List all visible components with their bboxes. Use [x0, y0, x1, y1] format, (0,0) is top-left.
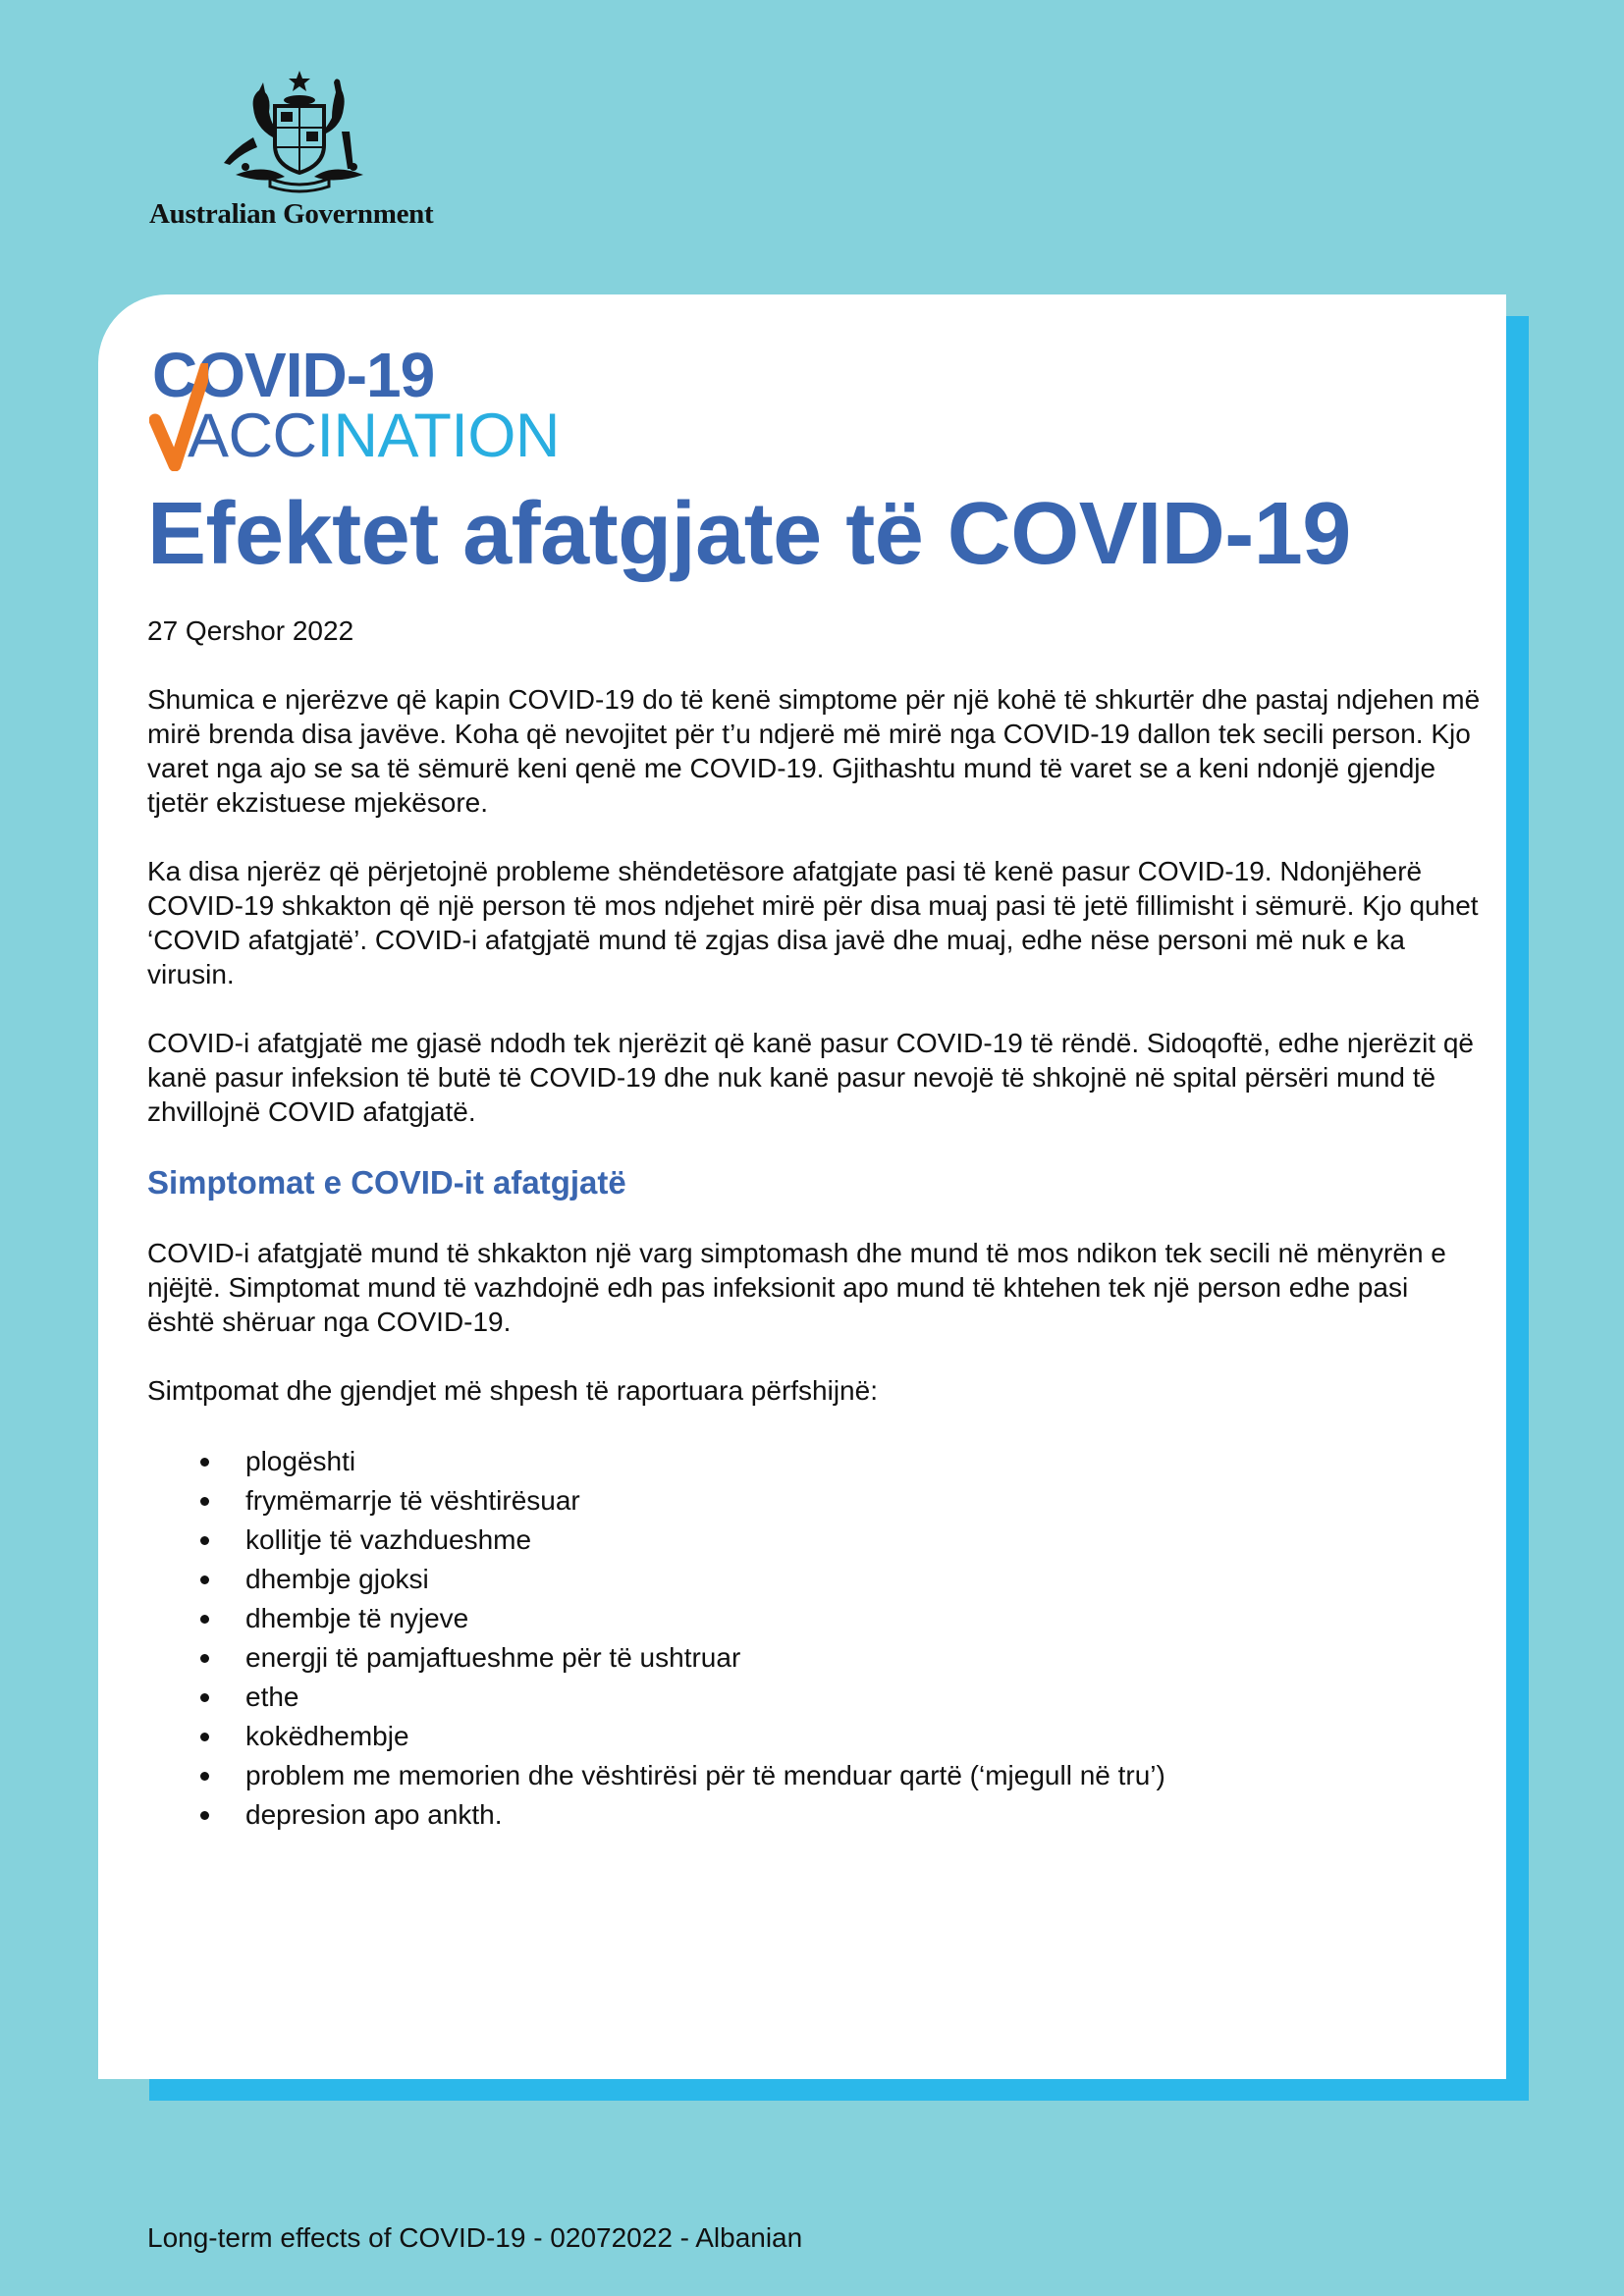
intro-paragraph-3: COVID-i afatgjatë me gjasë ndodh tek njerëzit që kanë pasur COVID-19 të rëndë. Sidoqoftë, edhe njerëzit që kanë pasur infeksion të butë të COVID-19 dhe nuk kanë pasur nevojë të shkojnë në spital përsëri mund të zhvillojnë COVID afatgjatë.	[147, 1028, 1474, 1127]
document-date: 27 Qershor 2022	[147, 615, 354, 646]
section-heading: Simptomat e COVID-it afatgjatë	[147, 1164, 626, 1201]
list-item	[147, 1756, 1483, 1795]
list-item	[147, 1521, 1483, 1560]
list-item-text: frymëmarrje të vështirësuar	[245, 1485, 580, 1516]
page-title: Efektet afatgjate të COVID-19	[147, 485, 1351, 583]
logo-accent-text: ACC	[188, 401, 317, 470]
list-item-text: plogështi	[245, 1446, 356, 1476]
bullet-icon	[200, 1575, 209, 1584]
list-item-text: problem me memorien dhe vështirësi për të menduar qartë (‘mjegull në tru’)	[245, 1760, 1165, 1790]
bullet-icon	[200, 1733, 209, 1741]
logo-line-covid: COVID-19	[152, 340, 435, 410]
list-item-text: dhembje të nyjeve	[245, 1603, 469, 1633]
list-item	[147, 1481, 1483, 1521]
bullet-icon	[200, 1693, 209, 1702]
list-item	[147, 1795, 1483, 1835]
bullet-icon	[200, 1536, 209, 1545]
intro-paragraph-2: Ka disa njerëz që përjetojnë probleme shëndetësore afatgjate pasi të kenë pasur COVID-19. Ndonjëherë COVID-19 shkakton që një person të mos ndjehet mirë për disa muaj pasi të jetë fillimisht i sëmurë. Kjo quhet ‘COVID afatgjatë’. COVID-i afatgjatë mund të zgjas disa javë dhe muaj, edhe nëse personi më nuk e ka virusin.	[147, 856, 1479, 989]
government-name: Australian Government	[149, 198, 434, 230]
bullet-icon	[200, 1811, 209, 1820]
list-item-text: ethe	[245, 1682, 299, 1712]
australian-government-logo	[147, 69, 452, 231]
list-item	[147, 1560, 1483, 1599]
logo-line-vaccination	[152, 401, 560, 470]
bullet-icon	[200, 1654, 209, 1663]
list-item	[147, 1442, 1483, 1481]
checkmark-icon	[149, 363, 208, 471]
logo-light-text: INATION	[316, 401, 560, 470]
list-item-text: energji të pamjaftueshme për të ushtruar	[245, 1642, 741, 1673]
list-item	[147, 1717, 1483, 1756]
list-item-text: kollitje të vazhdueshme	[245, 1524, 532, 1555]
list-item-text: depresion apo ankth.	[245, 1799, 503, 1830]
document-body	[147, 614, 1483, 1835]
bullet-icon	[200, 1615, 209, 1624]
covid-vaccination-logo	[147, 340, 599, 470]
list-item	[147, 1678, 1483, 1717]
intro-paragraph-1: Shumica e njerëzve që kapin COVID-19 do të kenë simptome për një kohë të shkurtër dhe pastaj ndjehen më mirë brenda disa javëve. Koha që nevojitet për t’u ndjerë më mirë nga COVID-19 dallon tek secili person. Kjo varet nga ajo se sa të sëmurë keni qenë me COVID-19. Gjithashtu mund të varet se a keni ndonjë gjendje tjetër ekzistuese mjekësore.	[147, 684, 1481, 818]
bullet-icon	[200, 1497, 209, 1506]
list-item	[147, 1638, 1483, 1678]
symptom-list	[147, 1442, 1483, 1835]
list-item	[147, 1599, 1483, 1638]
coat-of-arms-icon	[216, 69, 383, 196]
bullet-icon	[200, 1772, 209, 1781]
section-paragraph-2: Simtpomat dhe gjendjet më shpesh të raportuara përfshijnë:	[147, 1375, 878, 1406]
page-footer: Long-term effects of COVID-19 - 02072022 - Albanian	[147, 2222, 803, 2253]
section-paragraph-1: COVID-i afatgjatë mund të shkakton një varg simptomash dhe mund të mos ndikon tek secili në mënyrën e njëjtë. Simptomat mund të vazhdojnë edh pas infeksionit apo mund të khtehen tek një person edhe pasi është shëruar nga COVID-19.	[147, 1238, 1446, 1337]
list-item-text: kokëdhembje	[245, 1721, 409, 1751]
list-item-text: dhembje gjoksi	[245, 1564, 429, 1594]
bullet-icon	[200, 1458, 209, 1467]
